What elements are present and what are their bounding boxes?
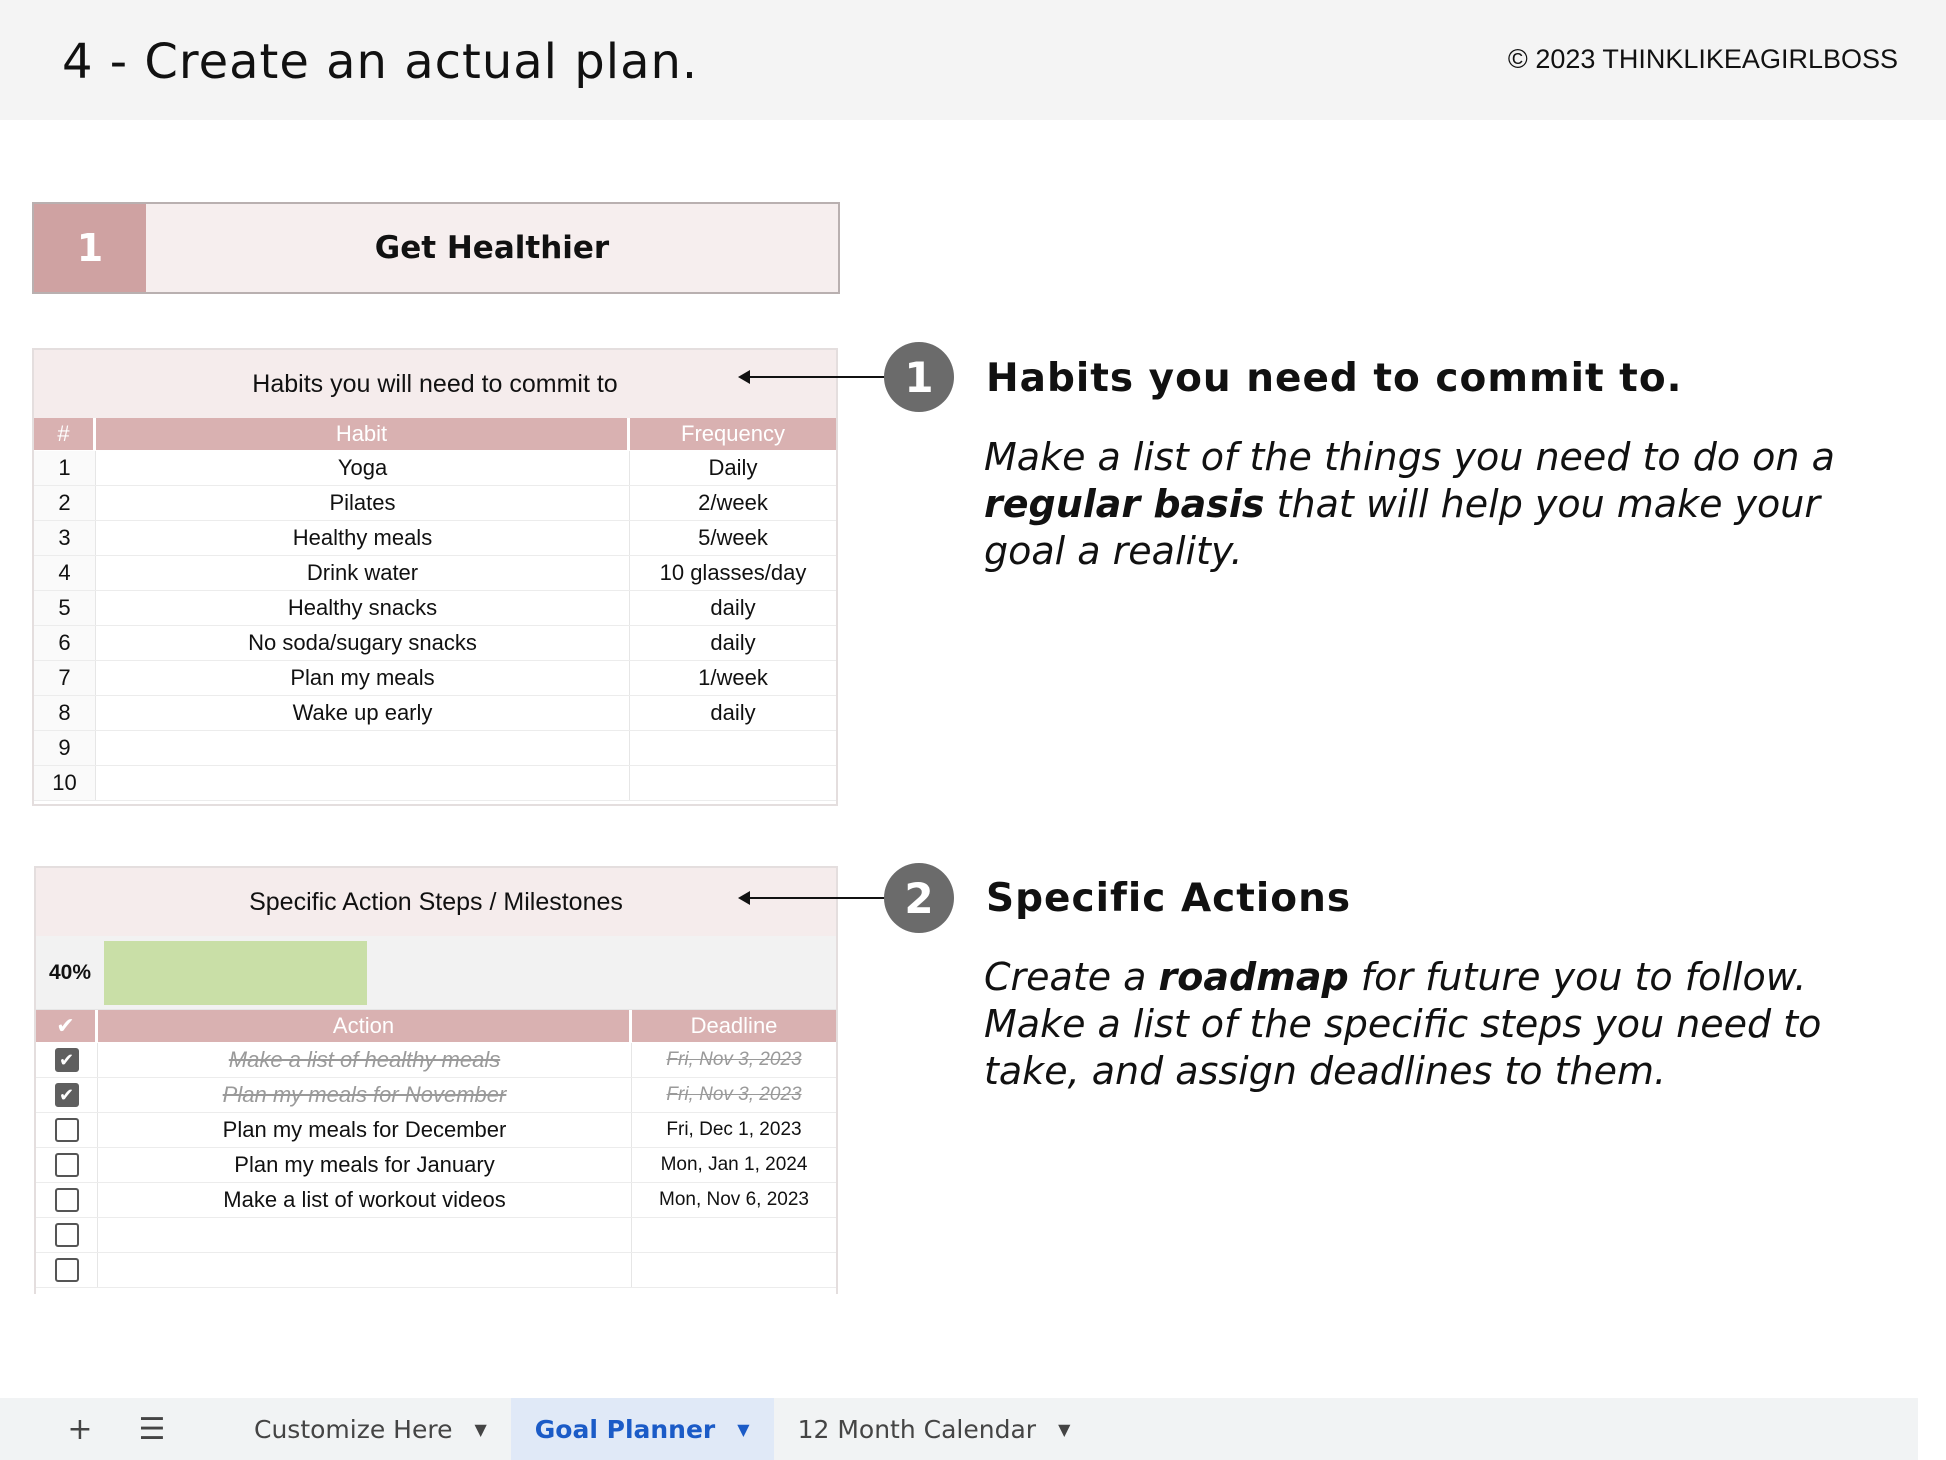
- top-banner: [0, 0, 1946, 120]
- habits-note-text-2: that will help you make your goal a reality.: [984, 482, 1821, 573]
- habit-frequency-cell[interactable]: 10 glasses/day: [659, 560, 807, 585]
- deadline-cell[interactable]: Fri, Nov 3, 2023: [666, 1084, 802, 1105]
- habits-heading: Habits you will need to commit to: [34, 350, 836, 418]
- progress-label: 40%: [48, 960, 92, 984]
- actions-note-text-2: for future you to follow. Make a list of the specific steps you need to take, and assign deadlines to them.: [984, 955, 1822, 1093]
- column-header-action: Action: [98, 1010, 632, 1042]
- habits-note-text-1: Make a list of the things you need to do on a: [984, 435, 1835, 479]
- goal-title[interactable]: Get Healthier: [374, 230, 610, 266]
- habits-note-title: Habits you need to commit to.: [986, 356, 1683, 401]
- sheet-tab-bar: [0, 1398, 1918, 1460]
- actions-note-text-1: Create a: [984, 955, 1159, 999]
- column-header-number: #: [34, 418, 96, 450]
- habits-note-emphasis: regular basis: [984, 482, 1265, 526]
- checkbox[interactable]: [55, 1258, 79, 1282]
- progress-fill: [104, 941, 367, 1005]
- checkbox[interactable]: [55, 1083, 79, 1107]
- habit-name-cell[interactable]: Plan my meals: [96, 661, 630, 695]
- habit-number-cell[interactable]: 3: [34, 521, 96, 555]
- table-row: [34, 661, 836, 696]
- habits-table: [32, 348, 838, 806]
- caret-down-icon[interactable]: ▼: [1058, 1419, 1071, 1439]
- actions-note-title: Specific Actions: [986, 876, 1352, 921]
- action-cell[interactable]: Plan my meals for December: [98, 1113, 632, 1147]
- actions-heading: Specific Action Steps / Milestones: [36, 868, 836, 936]
- checkbox-cell: [36, 1148, 98, 1182]
- habit-frequency-cell[interactable]: 2/week: [698, 490, 768, 515]
- actions-note-emphasis: roadmap: [1158, 955, 1349, 999]
- checkbox[interactable]: [55, 1223, 79, 1247]
- action-cell[interactable]: [98, 1218, 632, 1252]
- actions-header-row: [36, 1010, 836, 1043]
- deadline-cell[interactable]: Mon, Nov 6, 2023: [659, 1189, 809, 1210]
- action-cell[interactable]: Make a list of workout videos: [98, 1183, 632, 1217]
- table-row: [34, 626, 836, 661]
- habit-frequency-cell[interactable]: daily: [710, 595, 756, 620]
- action-cell[interactable]: Make a list of healthy meals: [98, 1043, 632, 1077]
- tab-label: Goal Planner: [534, 1414, 716, 1444]
- habit-number-cell[interactable]: 10: [34, 766, 96, 800]
- habit-name-cell[interactable]: Healthy snacks: [96, 591, 630, 625]
- table-row: [36, 1078, 836, 1113]
- deadline-cell[interactable]: Fri, Dec 1, 2023: [666, 1119, 802, 1140]
- table-row: [36, 1218, 836, 1253]
- column-header-habit: Habit: [96, 418, 630, 450]
- column-header-check: ✔: [36, 1010, 98, 1042]
- habit-name-cell[interactable]: No soda/sugary snacks: [96, 626, 630, 660]
- marker-1-icon: 1: [884, 342, 954, 412]
- copyright-text: © 2023 THINKLIKEAGIRLBOSS: [1507, 44, 1898, 74]
- checkbox-cell: [36, 1043, 98, 1077]
- habit-name-cell[interactable]: Yoga: [96, 451, 630, 485]
- tab-label: Customize Here: [254, 1414, 453, 1444]
- habit-frequency-cell[interactable]: daily: [710, 630, 756, 655]
- habit-name-cell[interactable]: Wake up early: [96, 696, 630, 730]
- habit-frequency-cell[interactable]: 5/week: [698, 525, 768, 550]
- deadline-cell[interactable]: Fri, Nov 3, 2023: [666, 1049, 802, 1070]
- checkbox-cell: [36, 1113, 98, 1147]
- tab-12-month-calendar[interactable]: [774, 1398, 1095, 1460]
- table-row: [34, 766, 836, 801]
- deadline-cell[interactable]: [632, 1218, 836, 1252]
- plus-icon[interactable]: +: [67, 1411, 93, 1447]
- habit-name-cell[interactable]: Drink water: [96, 556, 630, 590]
- column-header-frequency: Frequency: [681, 421, 785, 446]
- tab-goal-planner[interactable]: [511, 1398, 774, 1460]
- checkbox[interactable]: [55, 1048, 79, 1072]
- progress-row: [36, 936, 836, 1010]
- action-cell[interactable]: Plan my meals for January: [98, 1148, 632, 1182]
- table-row: [34, 696, 836, 731]
- checkbox-cell: [36, 1078, 98, 1112]
- habit-number-cell[interactable]: 7: [34, 661, 96, 695]
- caret-down-icon[interactable]: ▼: [737, 1419, 750, 1439]
- progress-bar: [104, 941, 834, 1005]
- table-row: [36, 1043, 836, 1078]
- habits-header-row: [34, 418, 836, 451]
- table-row: [36, 1183, 836, 1218]
- table-row: [34, 731, 836, 766]
- caret-down-icon[interactable]: ▼: [474, 1419, 487, 1439]
- deadline-cell[interactable]: Mon, Jan 1, 2024: [660, 1154, 808, 1175]
- habit-name-cell[interactable]: [96, 731, 630, 765]
- page-title: 4 - Create an actual plan.: [62, 34, 699, 90]
- habit-frequency-cell[interactable]: [630, 766, 836, 800]
- habit-frequency-cell[interactable]: 1/week: [698, 665, 768, 690]
- deadline-cell[interactable]: [632, 1253, 836, 1287]
- table-row: [34, 556, 836, 591]
- habit-number-cell[interactable]: 6: [34, 626, 96, 660]
- goal-header: [32, 202, 840, 294]
- checkbox-cell: [36, 1253, 98, 1287]
- habit-number-cell[interactable]: 4: [34, 556, 96, 590]
- table-row: [36, 1113, 836, 1148]
- table-row: [34, 591, 836, 626]
- checkbox[interactable]: [55, 1118, 79, 1142]
- actions-note-body: [984, 954, 1884, 1095]
- menu-icon[interactable]: ☰: [138, 1411, 166, 1447]
- checkbox-cell: [36, 1183, 98, 1217]
- checkbox-cell: [36, 1218, 98, 1252]
- table-row: [34, 451, 836, 486]
- habit-name-cell[interactable]: Pilates: [96, 486, 630, 520]
- tab-label: 12 Month Calendar: [797, 1414, 1037, 1444]
- arrow-habits: [740, 376, 888, 378]
- table-row: [34, 521, 836, 556]
- actions-table: [34, 866, 838, 1294]
- table-row: [34, 486, 836, 521]
- marker-2-icon: 2: [884, 863, 954, 933]
- habit-number-cell[interactable]: 9: [34, 731, 96, 765]
- habit-name-cell[interactable]: [96, 766, 630, 800]
- checkbox[interactable]: [55, 1188, 79, 1212]
- habit-frequency-cell[interactable]: daily: [710, 700, 756, 725]
- table-row: [36, 1148, 836, 1183]
- table-row: [36, 1253, 836, 1288]
- habit-frequency-cell[interactable]: Daily: [708, 455, 758, 480]
- goal-number[interactable]: 1: [34, 204, 146, 292]
- habit-number-cell[interactable]: 1: [34, 451, 96, 485]
- tab-customize-here[interactable]: [230, 1398, 511, 1460]
- habit-name-cell[interactable]: Healthy meals: [96, 521, 630, 555]
- habits-note-body: [984, 434, 1884, 575]
- action-cell[interactable]: Plan my meals for November: [98, 1078, 632, 1112]
- column-header-deadline: Deadline: [690, 1013, 778, 1038]
- habit-number-cell[interactable]: 2: [34, 486, 96, 520]
- checkbox[interactable]: [55, 1153, 79, 1177]
- habit-number-cell[interactable]: 5: [34, 591, 96, 625]
- habit-frequency-cell[interactable]: [630, 731, 836, 765]
- habit-number-cell[interactable]: 8: [34, 696, 96, 730]
- arrow-actions: [740, 897, 888, 899]
- action-cell[interactable]: [98, 1253, 632, 1287]
